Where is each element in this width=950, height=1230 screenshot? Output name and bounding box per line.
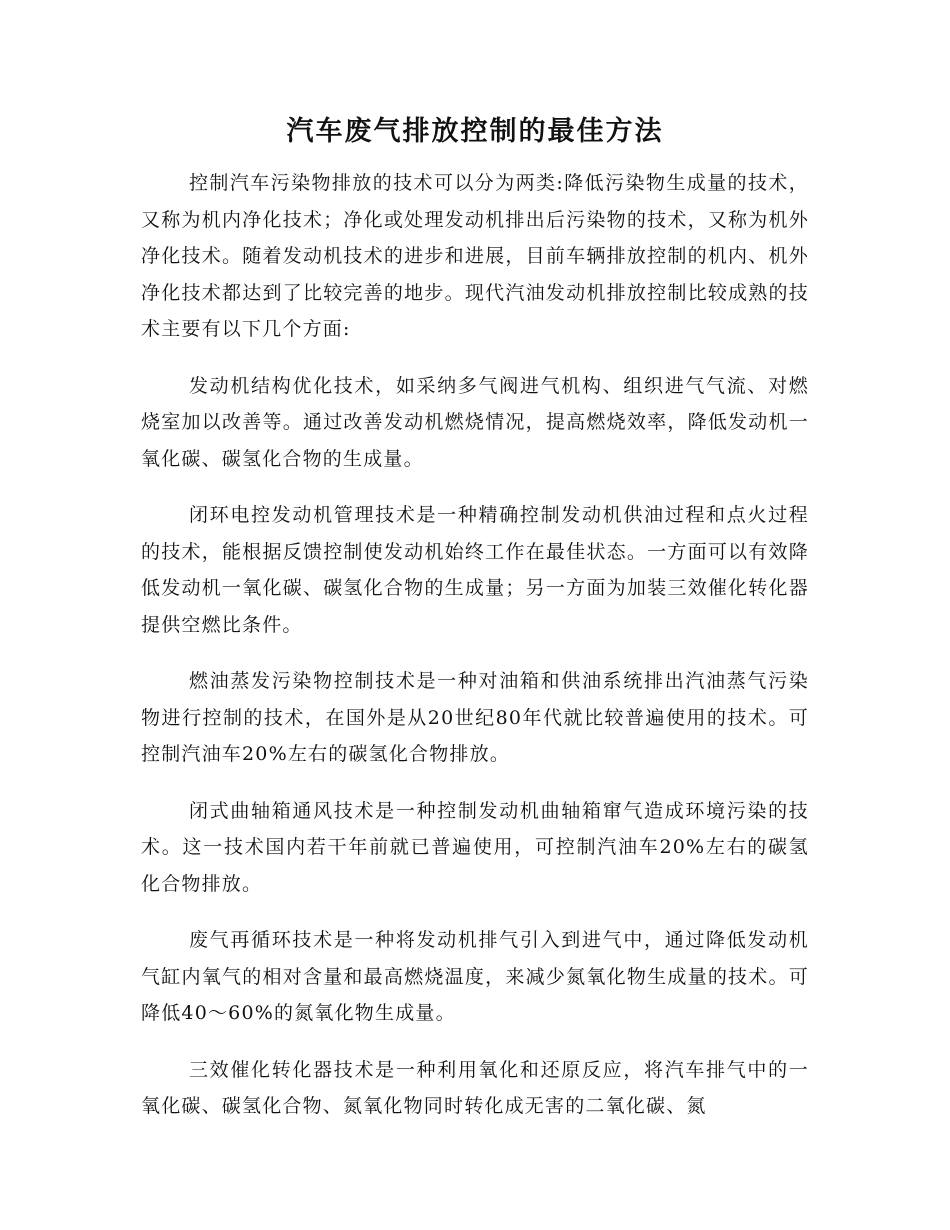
paragraph-engine-structure: 发动机结构优化技术，如采纳多气阀进气机构、组织进气气流、对燃烧室加以改善等。通过改善发动机燃烧情况，提高燃烧效率，降低发动机一氧化碳、碳氢化合物的生成量。: [141, 374, 809, 470]
paragraph-crankcase-ventilation: 闭式曲轴箱通风技术是一种控制发动机曲轴箱窜气造成环境污染的技术。这一技术国内若干年前就已普遍使用，可控制汽油车20%左右的碳氢化合物排放。: [141, 799, 809, 895]
paragraph-egr: 废气再循环技术是一种将发动机排气引入到进气中，通过降低发动机气缸内氧气的相对含量和最高燃烧温度，来减少氮氧化物生成量的技术。可降低40～60%的氮氧化物生成量。: [141, 929, 809, 1024]
paragraph-three-way-catalyst: 三效催化转化器技术是一种利用氧化和还原反应，将汽车排气中的一氧化碳、碳氢化合物、氮氧化物同时转化成无害的二氧化碳、氮: [141, 1058, 809, 1117]
document-title: 汽车废气排放控制的最佳方法: [286, 116, 664, 147]
paragraph-closed-loop-control: 闭环电控发动机管理技术是一种精确控制发动机供油过程和点火过程的技术，能根据反馈控制使发动机始终工作在最佳状态。一方面可以有效降低发动机一氧化碳、碳氢化合物的生成量；另一方面为加装三效催化转化器提供空燃比条件。: [141, 504, 809, 636]
paragraph-intro: 控制汽车污染物排放的技术可以分为两类:降低污染物生成量的技术，又称为机内净化技术；净化或处理发动机排出后污染物的技术，又称为机外净化技术。随着发动机技术的进步和进展，目前车辆排放控制的机内、机外净化技术都达到了比较完善的地步。现代汽油发动机排放控制比较成熟的技术主要有以下几个方面:: [141, 172, 809, 340]
paragraph-evaporative-emissions: 燃油蒸发污染物控制技术是一种对油箱和供油系统排出汽油蒸气污染物进行控制的技术，在国外是从20世纪80年代就比较普遍使用的技术。可控制汽油车20%左右的碳氢化合物排放。: [141, 670, 809, 765]
document-body: [141, 165, 809, 1143]
